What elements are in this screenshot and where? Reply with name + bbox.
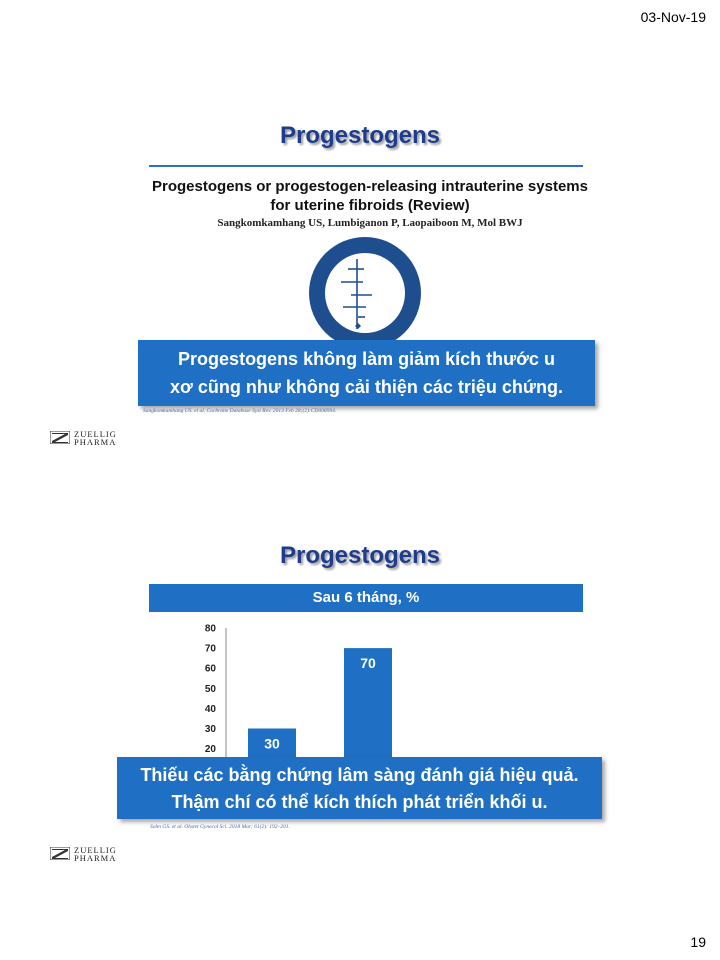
slide1-callout-line1: Progestogens không làm giảm kích thước u	[178, 349, 555, 369]
slide-date: 03-Nov-19	[640, 9, 706, 25]
slide2-citation: Sohn GS. et al. Obstet Gynecol Sci. 2018 Mar; 61(2): 192–201.	[150, 824, 290, 830]
review-authors: Sangkomkamhang US, Lumbiganon P, Laopaiboon M, Mol BWJ	[217, 217, 523, 229]
logo-line1: ZUELLIG	[74, 429, 117, 439]
y-tick-label: 80	[204, 623, 216, 635]
slide1-conclusion-callout	[138, 340, 595, 406]
y-tick-label: 60	[204, 663, 216, 675]
zuellig-pharma-logo-2	[50, 846, 134, 862]
bar-data-label-0: 30	[264, 735, 280, 752]
page-number: 19	[690, 934, 706, 950]
logo-line1: ZUELLIG	[74, 845, 117, 855]
slide2-callout-line1: Thiếu các bằng chứng lâm sàng đánh giá hiệu quả.	[140, 765, 579, 785]
cochrane-logo-icon	[300, 237, 430, 347]
zuellig-pharma-logo	[50, 430, 134, 446]
y-tick-label: 20	[204, 744, 216, 756]
zuellig-logo-icon	[50, 847, 70, 860]
y-tick-label: 40	[204, 703, 216, 715]
slide1-citation: Sangkomkamhang US. et al. Cochrane Database Syst Rev. 2013 Feb 28;(2):CD008994.	[143, 408, 337, 414]
slide2-conclusion-callout	[117, 757, 602, 819]
slide2-callout-line2: Thậm chí có thể kích thích phát triển khối u.	[171, 792, 548, 812]
slide1-title: Progestogens	[279, 122, 441, 149]
slide1-title-rule	[149, 165, 583, 167]
y-tick-label: 30	[204, 724, 216, 735]
bar-chart	[190, 618, 590, 758]
y-tick-label: 70	[204, 643, 216, 655]
y-tick-label: 50	[204, 683, 216, 695]
logo-line2: PHARMA	[74, 437, 117, 447]
logo-line2: PHARMA	[74, 853, 117, 863]
review-title	[140, 177, 600, 215]
chart-title-banner: Sau 6 tháng, %	[149, 584, 583, 612]
bar-data-label-1: 70	[360, 655, 376, 672]
review-title-line1: Progestogens or progestogen-releasing intrauterine systems	[152, 178, 588, 195]
logo-text	[74, 430, 117, 446]
slide2-title: Progestogens	[279, 542, 441, 569]
logo-text	[74, 846, 117, 862]
review-title-line2: for uterine fibroids (Review)	[270, 197, 470, 214]
slide1-callout-line2: xơ cũng như không cải thiện các triệu chứng.	[170, 377, 563, 397]
zuellig-logo-icon	[50, 431, 70, 444]
